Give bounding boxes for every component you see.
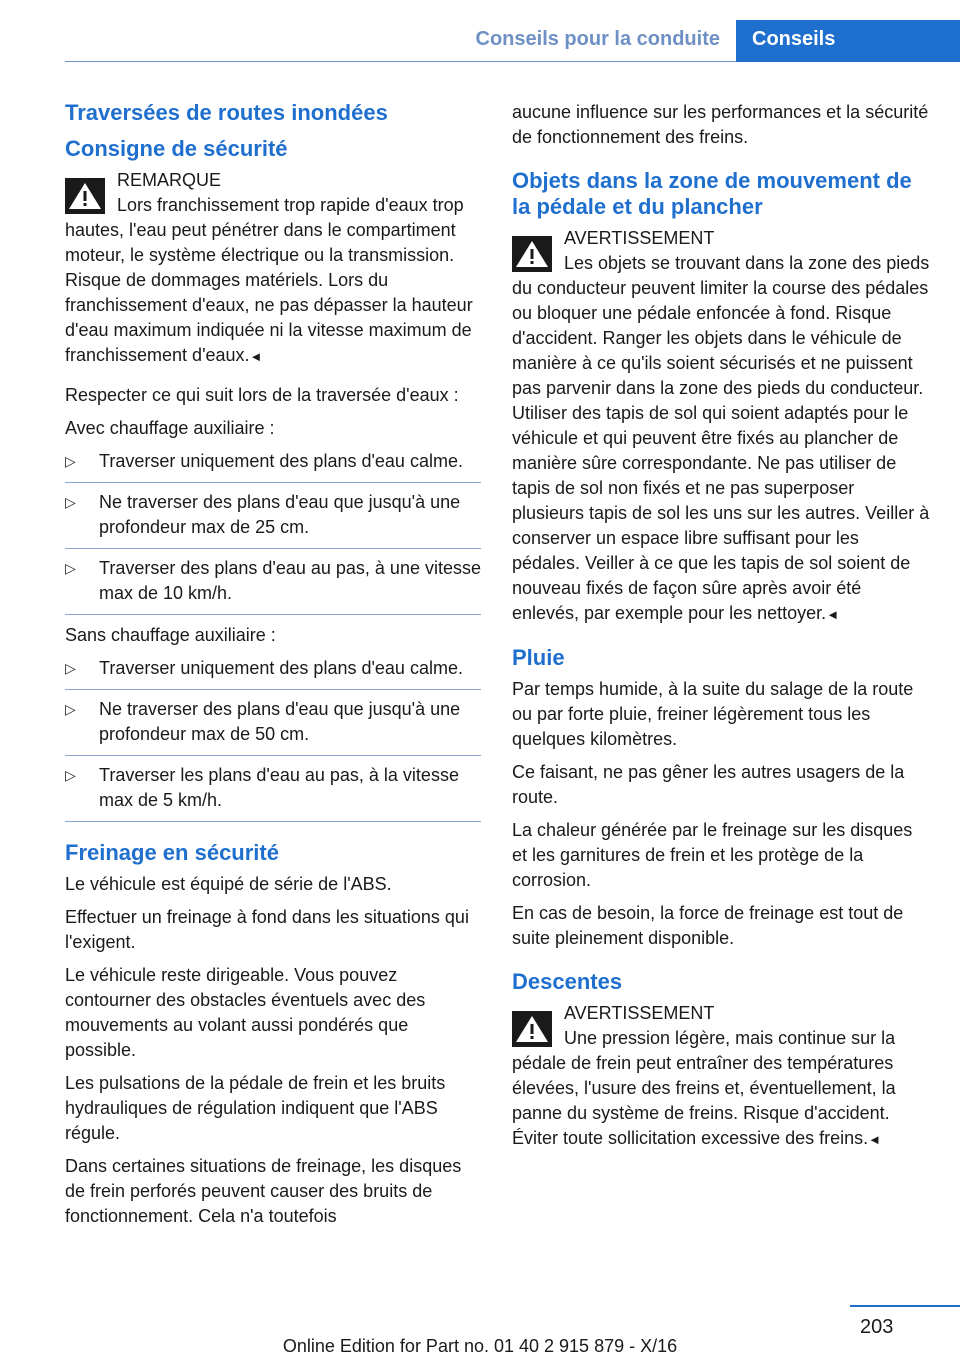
- list-item: ▷ Traverser des plans d'eau au pas, à une vitesse max de 10 km/h.: [65, 548, 481, 606]
- header-chapter-tab: Conseils: [736, 20, 960, 62]
- with-aux-heater-label: Avec chauffage auxiliaire :: [65, 418, 275, 438]
- notice-label: REMARQUE: [117, 170, 222, 190]
- end-mark-icon: ◄: [249, 349, 263, 364]
- warning-label: AVERTISSEMENT: [564, 228, 715, 248]
- header-divider: [65, 61, 736, 62]
- end-mark-icon: ◄: [826, 607, 840, 622]
- subheading-safe-braking: Freinage en sécurité: [65, 840, 279, 865]
- warning-text: Les objets se trouvant dans la zone des pieds du conducteur peuvent limiter la course des pédales ou bloquer une pédale enfoncée à fond. Risque d'accident. Ranger les objets dans le véhicule de manière à ce qu'ils soient sécurisés et ne puissent pas parvenir dans la zone des pieds du conducteur. Utiliser des tapis de sol qui soient adaptés pour le véhicule et qui peuvent être fixés au plancher de manière sûre correspondante. Ne pas utiliser de tapis de sol non fixés et ne pas superposer plusieurs tapis de sol les uns sur les autres. Veiller à conserver un espace libre suffisant pour les pédales. Veiller à ce que les tapis de sol soient de nouveau fixés de façon sûre après avoir été enlevés, par exemple pour les nettoyer.: [512, 253, 930, 623]
- bullet-triangle-icon: ▷: [65, 767, 76, 783]
- respect-intro: Respecter ce qui suit lors de la traversée d'eaux :: [65, 385, 459, 405]
- notice-block: [65, 168, 481, 369]
- subheading-safety-note: Consigne de sécurité: [65, 136, 288, 161]
- paragraph: La chaleur générée par le freinage sur les disques et les garnitures de frein et les protège de la corrosion.: [512, 820, 913, 890]
- notice-text: Lors franchissement trop rapide d'eaux trop hautes, l'eau peut pénétrer dans le compartiment moteur, le système électrique ou la transmission. Risque de dommages matériels. Lors du franchissement d'eaux, ne pas dépasser la hauteur d'eau maximum indiquée ni la vitesse maximum de franchissement d'eaux.: [65, 195, 473, 365]
- warning-triangle-icon: [65, 178, 105, 214]
- paragraph: Ce faisant, ne pas gêner les autres usagers de la route.: [512, 762, 905, 807]
- page-header: [0, 0, 960, 62]
- bullet-triangle-icon: ▷: [65, 660, 76, 676]
- list-item: ▷ Traverser uniquement des plans d'eau calme.: [65, 656, 481, 681]
- paragraph: En cas de besoin, la force de freinage est tout de suite pleinement disponible.: [512, 903, 904, 948]
- subheading-descents: Descentes: [512, 969, 623, 994]
- header-section-title: Conseils pour la conduite: [475, 28, 720, 50]
- with-aux-list-wrap: [65, 449, 481, 615]
- bullet-triangle-icon: ▷: [65, 701, 76, 717]
- paragraph-continued: aucune influence sur les performances et la sécurité de fonctionnement des freins.: [512, 102, 929, 147]
- subheading-rain: Pluie: [512, 645, 565, 670]
- list-item: ▷ Traverser uniquement des plans d'eau calme.: [65, 449, 481, 474]
- left-column: [65, 100, 481, 1237]
- bullet-triangle-icon: ▷: [65, 494, 76, 510]
- end-mark-icon: ◄: [868, 1132, 882, 1147]
- paragraph: Le véhicule reste dirigeable. Vous pouvez contourner des obstacles éventuels avec des mouvements au volant aussi pondérés que possible.: [65, 965, 426, 1060]
- bullet-triangle-icon: ▷: [65, 560, 76, 576]
- warning-label: AVERTISSEMENT: [564, 1003, 715, 1023]
- paragraph: Effectuer un freinage à fond dans les situations qui l'exigent.: [65, 907, 469, 952]
- without-aux-list-wrap: [65, 656, 481, 822]
- without-aux-list: [65, 656, 481, 813]
- paragraph: Les pulsations de la pédale de frein et les bruits hydrauliques de régulation indiquent que l'ABS régule.: [65, 1073, 446, 1143]
- warning-block: [512, 226, 930, 627]
- list-item: ▷ Ne traverser des plans d'eau que jusqu'à une profondeur max de 25 cm.: [65, 482, 481, 540]
- warning-triangle-icon: [512, 236, 552, 272]
- warning-text: Une pression légère, mais continue sur la pédale de frein peut entraîner des températures élevées, l'usure des freins et, éventuellement, la panne du système de freins. Risque d'accident. Éviter toute sollicitation excessive des freins.: [512, 1028, 896, 1148]
- list-item: ▷ Traverser les plans d'eau au pas, à la vitesse max de 5 km/h.: [65, 755, 481, 813]
- with-aux-list: [65, 449, 481, 606]
- footer-divider: [850, 1305, 960, 1307]
- paragraph: Par temps humide, à la suite du salage de la route ou par forte pluie, freiner légèrement tous les quelques kilomètres.: [512, 679, 914, 749]
- warning-triangle-icon: [512, 1011, 552, 1047]
- subheading-pedal-objects: Objets dans la zone de mouvement de la pédale et du plancher: [512, 168, 912, 219]
- paragraph: Le véhicule est équipé de série de l'ABS.: [65, 874, 392, 894]
- right-column: [512, 100, 930, 1166]
- warning-block: [512, 1001, 930, 1152]
- bullet-triangle-icon: ▷: [65, 453, 76, 469]
- section-heading-flooded-roads: Traversées de routes inondées: [65, 100, 388, 125]
- edition-footer: Online Edition for Part no. 01 40 2 915 879 - X/16: [282, 1336, 678, 1356]
- without-aux-heater-label: Sans chauffage auxiliaire :: [65, 625, 276, 645]
- paragraph: Dans certaines situations de freinage, les disques de frein perforés peuvent causer des bruits de fonctionnement. Cela n'a toutefois: [65, 1156, 462, 1226]
- page-number: 203: [860, 1316, 894, 1338]
- list-item: ▷ Ne traverser des plans d'eau que jusqu'à une profondeur max de 50 cm.: [65, 689, 481, 747]
